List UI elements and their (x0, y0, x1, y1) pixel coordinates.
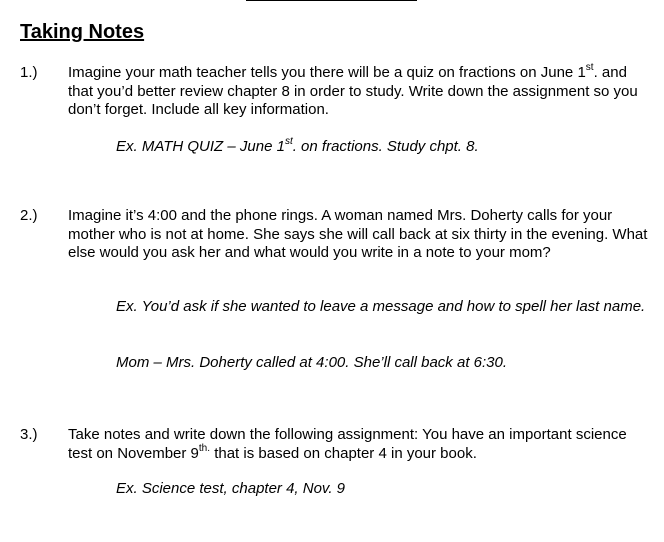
item-prompt-1-part-b: . and that you’d better review chapter 8 in order to study. Write down the assignment so you don’t forget. Include all key information. (68, 64, 638, 118)
item-prompt-3-superscript: th. (198, 442, 211, 454)
item-example-1-superscript: st (284, 136, 293, 147)
item-number-2: 2.) (20, 207, 38, 224)
item-note-2: Mom – Mrs. Doherty called at 4:00. She’ll call back at 6:30. (116, 354, 508, 371)
item-number-3: 3.) (20, 426, 38, 443)
item-example-1 (116, 138, 656, 157)
item-prompt-1 (68, 64, 648, 120)
item-prompt-3 (68, 426, 648, 463)
page-title: Taking Notes (20, 21, 145, 43)
item-example-2: Ex. You’d ask if she wanted to leave a message and how to spell her last name. (116, 298, 646, 315)
item-example-1-part-b: . on fractions. Study chpt. 8. (292, 138, 479, 155)
item-prompt-1-part-a: Imagine your math teacher tells you there will be a quiz on fractions on June 1 (68, 64, 586, 81)
item-prompt-1-superscript: st (585, 62, 594, 73)
item-example-1-part-a: Ex. MATH QUIZ – June 1 (116, 138, 285, 155)
item-example-3: Ex. Science test, chapter 4, Nov. 9 (116, 480, 345, 497)
item-prompt-3-part-b: that is based on chapter 4 in your book. (210, 444, 477, 462)
item-prompt-2: Imagine it’s 4:00 and the phone rings. A woman named Mrs. Doherty calls for your mother who is not at home. She says she will call back at six thirty in the evening. What else would you ask her and what would you write in a note to your mom? (68, 207, 648, 261)
item-number-1: 1.) (20, 64, 38, 81)
top-rule (246, 0, 417, 1)
item-prompt-3-part-a: Take notes and write down the following assignment: You have an important science test on November 9 (68, 426, 627, 462)
